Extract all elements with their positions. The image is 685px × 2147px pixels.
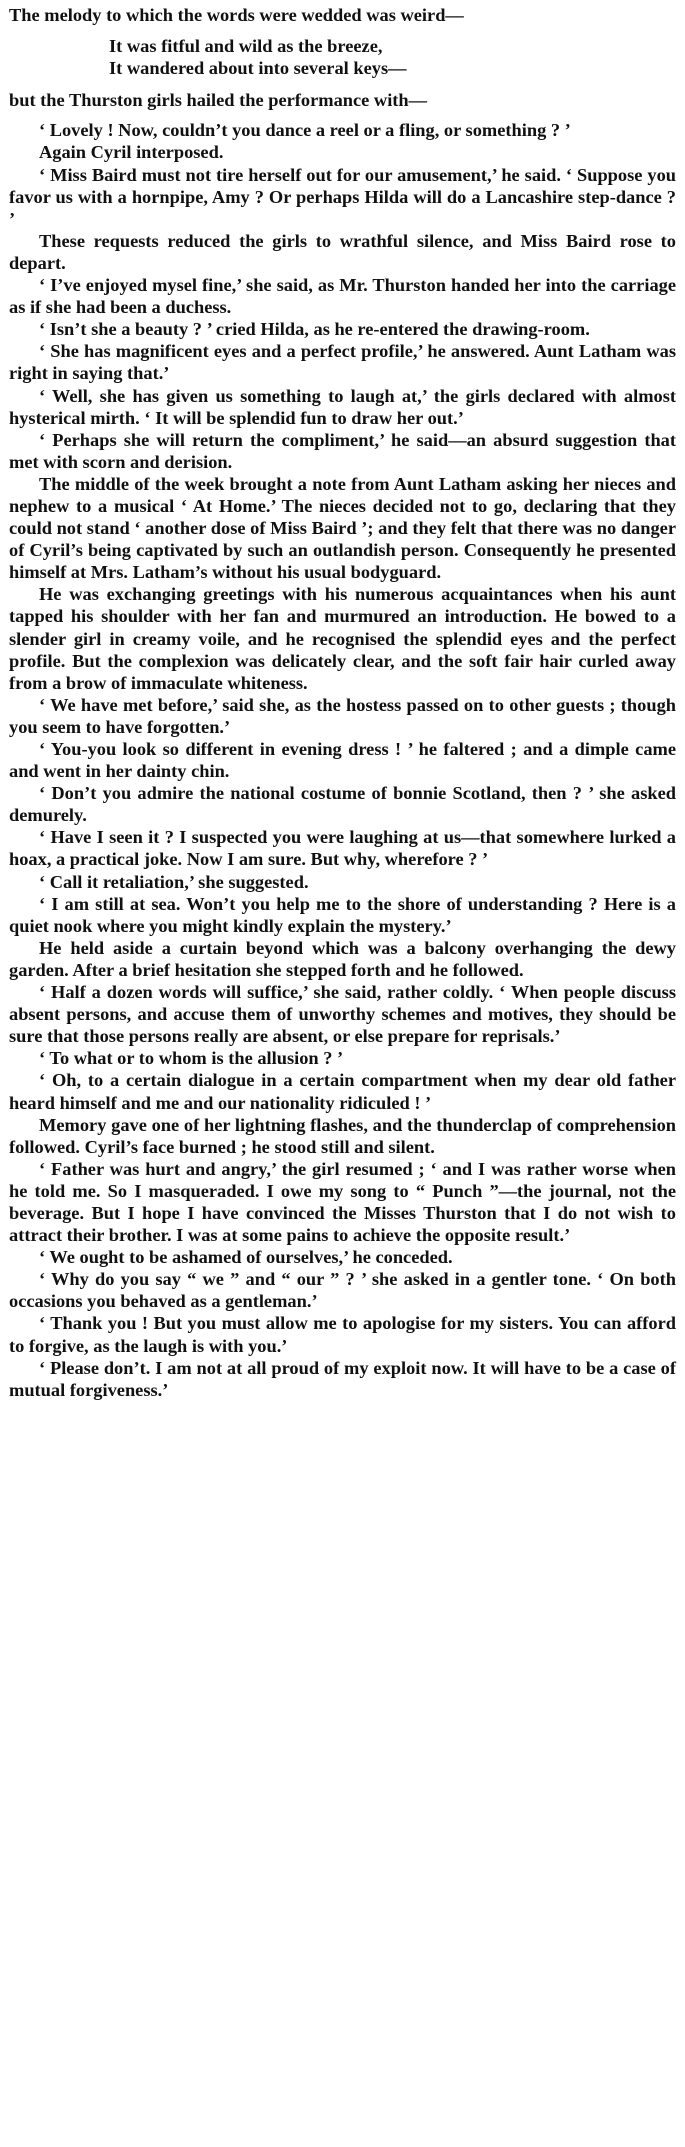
paragraph-11: He was exchanging greetings with his numerous acquaintances when his aunt tapped his shoulder with her fan and murmured an introduction. He bowed to a slender girl in creamy voile, and he recognised the splendid eyes and the perfect profile. But the complexion was delicately clear, and the soft fair hair curled away from a brow of immaculate whiteness. [9,584,676,693]
paragraph-2: Again Cyril interposed. [39,142,224,163]
paragraph-17: ‘ I am still at sea. Won’t you help me to the shore of understanding ? Here is a quiet nook where you might kindly explain the mystery.’ [9,893,676,936]
paragraph-4: These requests reduced the girls to wrathful silence, and Miss Baird rose to depart. [9,230,676,273]
paragraph-24: ‘ We ought to be ashamed of ourselves,’ he conceded. [39,1247,453,1268]
paragraph-5: ‘ I’ve enjoyed mysel fine,’ she said, as Mr. Thurston handed her into the carriage as if she had been a duchess. [9,275,676,318]
intro-line: The melody to which the words were wedded was weird— [9,5,464,25]
paragraph-1: ‘ Lovely ! Now, couldn’t you dance a reel or a fling, or something ? ’ [39,120,571,141]
paragraph-25: ‘ Why do you say “ we ” and “ our ” ? ’ she asked in a gentler tone. ‘ On both occasions you behaved as a gentleman.’ [9,1269,676,1312]
paragraph-27: ‘ Please don’t. I am not at all proud of my exploit now. It will have to be a case of mutual forgiveness.’ [9,1357,676,1400]
paragraph-21: ‘ Oh, to a certain dialogue in a certain compartment when my dear old father heard himself and me and our nationality ridiculed ! ’ [9,1070,676,1113]
paragraph-13: ‘ You-you look so different in evening dress ! ’ he faltered ; and a dimple came and went in her dainty chin. [9,739,676,782]
paragraph-3: ‘ Miss Baird must not tire herself out for our amusement,’ he said. ‘ Suppose you favor us with a hornpipe, Amy ? Or perhaps Hilda will do a Lancashire step-dance ? ’ [9,164,676,229]
verse-block [9,35,676,79]
paragraph-20: ‘ To what or to whom is the allusion ? ’ [39,1048,344,1069]
paragraph-26: ‘ Thank you ! But you must allow me to apologise for my sisters. You can afford to forgive, as the laugh is with you.’ [9,1313,676,1356]
spacer [9,111,676,119]
paragraph-9: ‘ Perhaps she will return the compliment,’ he said—an absurd suggestion that met with scorn and derision. [9,429,676,472]
paragraph-6: ‘ Isn’t she a beauty ? ’ cried Hilda, as he re-entered the drawing-room. [39,319,590,340]
paragraph-10: The middle of the week brought a note from Aunt Latham asking her nieces and nephew to a musical ‘ At Home.’ The nieces decided not to go, declaring that they could not stand ‘ another dose of Miss Baird ’; and they felt that there was no danger of Cyril’s being captivated by such an outlandish person. Consequently he presented himself at Mrs. Latham’s without his usual bodyguard. [9,473,676,583]
after-verse-line: but the Thurston girls hailed the performance with— [9,90,428,111]
paragraph-15: ‘ Have I seen it ? I suspected you were laughing at us—that somewhere lurked a hoax, a practical joke. Now I am sure. But why, wherefore ? ’ [9,827,676,870]
paragraph-12: ‘ We have met before,’ said she, as the hostess passed on to other guests ; though you seem to have forgotten.’ [9,694,676,737]
verse-line-2: It wandered about into several keys— [109,58,407,79]
paragraph-22: Memory gave one of her lightning flashes, and the thunderclap of comprehension followed. Cyril’s face burned ; he stood still and silent. [9,1114,676,1157]
paragraph-7: ‘ She has magnificent eyes and a perfect profile,’ he answered. Aunt Latham was right in saying that.’ [9,341,676,384]
paragraph-23: ‘ Father was hurt and angry,’ the girl resumed ; ‘ and I was rather worse when he told me. So I masqueraded. I owe my song to “ Punch ”—the journal, not the beverage. But I hope I have convinced the Misses Thurston that I do not wish to attract their brother. I was at some pains to achieve the opposite result.’ [9,1158,676,1246]
paragraph-14: ‘ Don’t you admire the national costume of bonnie Scotland, then ? ’ she asked demurely. [9,783,676,826]
paragraph-8: ‘ Well, she has given us something to laugh at,’ the girls declared with almost hysterical mirth. ‘ It will be splendid fun to draw her out.’ [9,385,676,428]
paragraph-19: ‘ Half a dozen words will suffice,’ she said, rather coldly. ‘ When people discuss absent persons, and accuse them of unworthy schemes and motives, they should be sure that those persons really are absent, or else prepare for reprisals.’ [9,982,676,1047]
verse-line-1: It was fitful and wild as the breeze, [109,36,383,57]
paragraph-18: He held aside a curtain beyond which was a balcony overhanging the dewy garden. After a brief hesitation she stepped forth and he followed. [9,937,676,980]
paragraph-16: ‘ Call it retaliation,’ she suggested. [39,871,309,892]
